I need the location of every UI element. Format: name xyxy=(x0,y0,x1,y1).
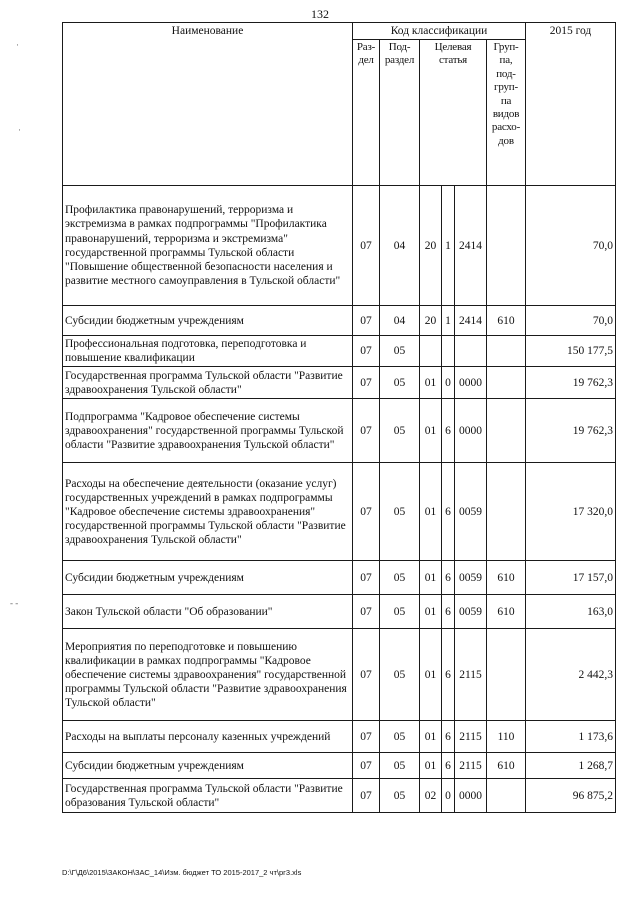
row-section: 07 xyxy=(353,463,380,561)
row-section: 07 xyxy=(353,561,380,595)
row-subsection: 05 xyxy=(380,367,420,399)
row-target-item: 0000 xyxy=(455,779,487,813)
row-subsection: 04 xyxy=(380,306,420,336)
row-expense-group: 610 xyxy=(487,306,526,336)
table-body xyxy=(63,186,616,813)
header-target: Целевая статья xyxy=(420,40,487,186)
row-name: Закон Тульской области "Об образовании" xyxy=(63,595,353,629)
row-target-item: 0059 xyxy=(455,595,487,629)
row-target-program: 01 xyxy=(420,463,442,561)
row-amount: 17 320,0 xyxy=(526,463,616,561)
row-amount: 19 762,3 xyxy=(526,399,616,463)
row-section: 07 xyxy=(353,306,380,336)
row-name: Расходы на выплаты персоналу казенных учреждений xyxy=(63,721,353,753)
row-subsection: 05 xyxy=(380,753,420,779)
row-target-subprogram: 6 xyxy=(442,561,455,595)
header-subsection: Под-раздел xyxy=(380,40,420,186)
row-target-program: 20 xyxy=(420,186,442,306)
row-amount: 70,0 xyxy=(526,186,616,306)
row-name: Мероприятия по переподготовке и повышению квалификации в рамках подпрограммы "Кадровое обеспечение системы здравоохранения" государственной программы Тульской области "Развитие здравоохранения Тульской области" xyxy=(63,629,353,721)
row-section: 07 xyxy=(353,336,380,367)
row-name: Расходы на обеспечение деятельности (оказание услуг) государственных учреждений в рамках подпрограммы "Кадровое обеспечение системы здравоохранения" государственной программы Тульской области "Развитие здравоохранения Тульской области" xyxy=(63,463,353,561)
row-target-subprogram: 1 xyxy=(442,186,455,306)
table-row xyxy=(63,336,616,367)
row-subsection: 05 xyxy=(380,779,420,813)
row-target-subprogram: 6 xyxy=(442,399,455,463)
row-name: Государственная программа Тульской области "Развитие здравоохранения Тульской области" xyxy=(63,367,353,399)
row-target-item: 2414 xyxy=(455,186,487,306)
row-name: Субсидии бюджетным учреждениям xyxy=(63,561,353,595)
row-target-program: 01 xyxy=(420,595,442,629)
scan-mark: · xyxy=(18,125,21,135)
row-section: 07 xyxy=(353,779,380,813)
row-target-subprogram: 6 xyxy=(442,595,455,629)
row-name: Государственная программа Тульской области "Развитие образования Тульской области" xyxy=(63,779,353,813)
row-amount: 1 173,6 xyxy=(526,721,616,753)
row-amount: 150 177,5 xyxy=(526,336,616,367)
row-target-program: 01 xyxy=(420,753,442,779)
row-target-program: 20 xyxy=(420,306,442,336)
row-target-subprogram: 1 xyxy=(442,306,455,336)
scan-mark: · xyxy=(16,40,19,50)
table-row xyxy=(63,186,616,306)
header-section: Раз-дел xyxy=(353,40,380,186)
row-section: 07 xyxy=(353,753,380,779)
row-expense-group: 610 xyxy=(487,595,526,629)
row-expense-group xyxy=(487,463,526,561)
row-target-subprogram: 6 xyxy=(442,753,455,779)
header-group: Груп-па, под-груп-па видов расхо-дов xyxy=(487,40,526,186)
row-name: Субсидии бюджетным учреждениям xyxy=(63,306,353,336)
table-row xyxy=(63,367,616,399)
row-amount: 96 875,2 xyxy=(526,779,616,813)
row-section: 07 xyxy=(353,629,380,721)
row-target-subprogram xyxy=(442,336,455,367)
row-target-item: 2115 xyxy=(455,629,487,721)
row-target-subprogram: 0 xyxy=(442,779,455,813)
row-section: 07 xyxy=(353,367,380,399)
row-target-item: 2115 xyxy=(455,753,487,779)
row-target-program xyxy=(420,336,442,367)
row-expense-group xyxy=(487,779,526,813)
row-amount: 70,0 xyxy=(526,306,616,336)
table-row xyxy=(63,779,616,813)
row-name: Субсидии бюджетным учреждениям xyxy=(63,753,353,779)
row-target-item: 0000 xyxy=(455,399,487,463)
row-expense-group xyxy=(487,186,526,306)
row-subsection: 05 xyxy=(380,336,420,367)
row-subsection: 05 xyxy=(380,595,420,629)
table-row xyxy=(63,399,616,463)
row-target-subprogram: 6 xyxy=(442,721,455,753)
row-expense-group: 610 xyxy=(487,561,526,595)
table-row xyxy=(63,721,616,753)
row-target-item: 2115 xyxy=(455,721,487,753)
table-row xyxy=(63,595,616,629)
row-name: Профилактика правонарушений, терроризма и экстремизма в рамках подпрограммы "Профилактика правонарушений, терроризма и экстремизма" государственной программы Тульской области "Повышение общественной безопасности населения и развитие местного самоуправления в Тульской области" xyxy=(63,186,353,306)
row-expense-group xyxy=(487,399,526,463)
row-subsection: 05 xyxy=(380,561,420,595)
row-target-subprogram: 6 xyxy=(442,463,455,561)
row-target-subprogram: 6 xyxy=(442,629,455,721)
row-subsection: 04 xyxy=(380,186,420,306)
row-target-program: 01 xyxy=(420,629,442,721)
row-name: Подпрограмма "Кадровое обеспечение системы здравоохранения" государственной программы Тульской области "Развитие здравоохранения Тульской области" xyxy=(63,399,353,463)
table-row xyxy=(63,463,616,561)
row-section: 07 xyxy=(353,186,380,306)
row-amount: 1 268,7 xyxy=(526,753,616,779)
header-name: Наименование xyxy=(63,23,353,186)
table-row xyxy=(63,306,616,336)
row-expense-group xyxy=(487,336,526,367)
row-amount: 163,0 xyxy=(526,595,616,629)
row-target-program: 01 xyxy=(420,721,442,753)
row-expense-group: 610 xyxy=(487,753,526,779)
row-target-item: 2414 xyxy=(455,306,487,336)
row-expense-group xyxy=(487,367,526,399)
row-target-program: 02 xyxy=(420,779,442,813)
row-subsection: 05 xyxy=(380,721,420,753)
page-number: 132 xyxy=(311,7,329,21)
table-row xyxy=(63,561,616,595)
row-target-item xyxy=(455,336,487,367)
row-subsection: 05 xyxy=(380,399,420,463)
row-target-subprogram: 0 xyxy=(442,367,455,399)
row-expense-group xyxy=(487,629,526,721)
row-target-item: 0000 xyxy=(455,367,487,399)
scan-mark: - - xyxy=(10,598,19,608)
row-section: 07 xyxy=(353,595,380,629)
row-subsection: 05 xyxy=(380,629,420,721)
row-amount: 17 157,0 xyxy=(526,561,616,595)
footer-file-path: D:\Г\Д6\2015\ЗАКОН\ЗАС_14\Изм. бюджет ТО 2015-2017_2 чт\рг3.xls xyxy=(62,868,302,877)
row-amount: 19 762,3 xyxy=(526,367,616,399)
row-target-program: 01 xyxy=(420,561,442,595)
row-section: 07 xyxy=(353,721,380,753)
table-row xyxy=(63,629,616,721)
row-target-item: 0059 xyxy=(455,463,487,561)
budget-table xyxy=(62,22,616,813)
row-target-program: 01 xyxy=(420,399,442,463)
row-expense-group: 110 xyxy=(487,721,526,753)
row-target-item: 0059 xyxy=(455,561,487,595)
table-row xyxy=(63,753,616,779)
row-amount: 2 442,3 xyxy=(526,629,616,721)
row-name: Профессиональная подготовка, переподготовка и повышение квалификации xyxy=(63,336,353,367)
header-code: Код классификации xyxy=(353,23,526,40)
row-subsection: 05 xyxy=(380,463,420,561)
row-section: 07 xyxy=(353,399,380,463)
row-target-program: 01 xyxy=(420,367,442,399)
header-year: 2015 год xyxy=(526,23,616,186)
